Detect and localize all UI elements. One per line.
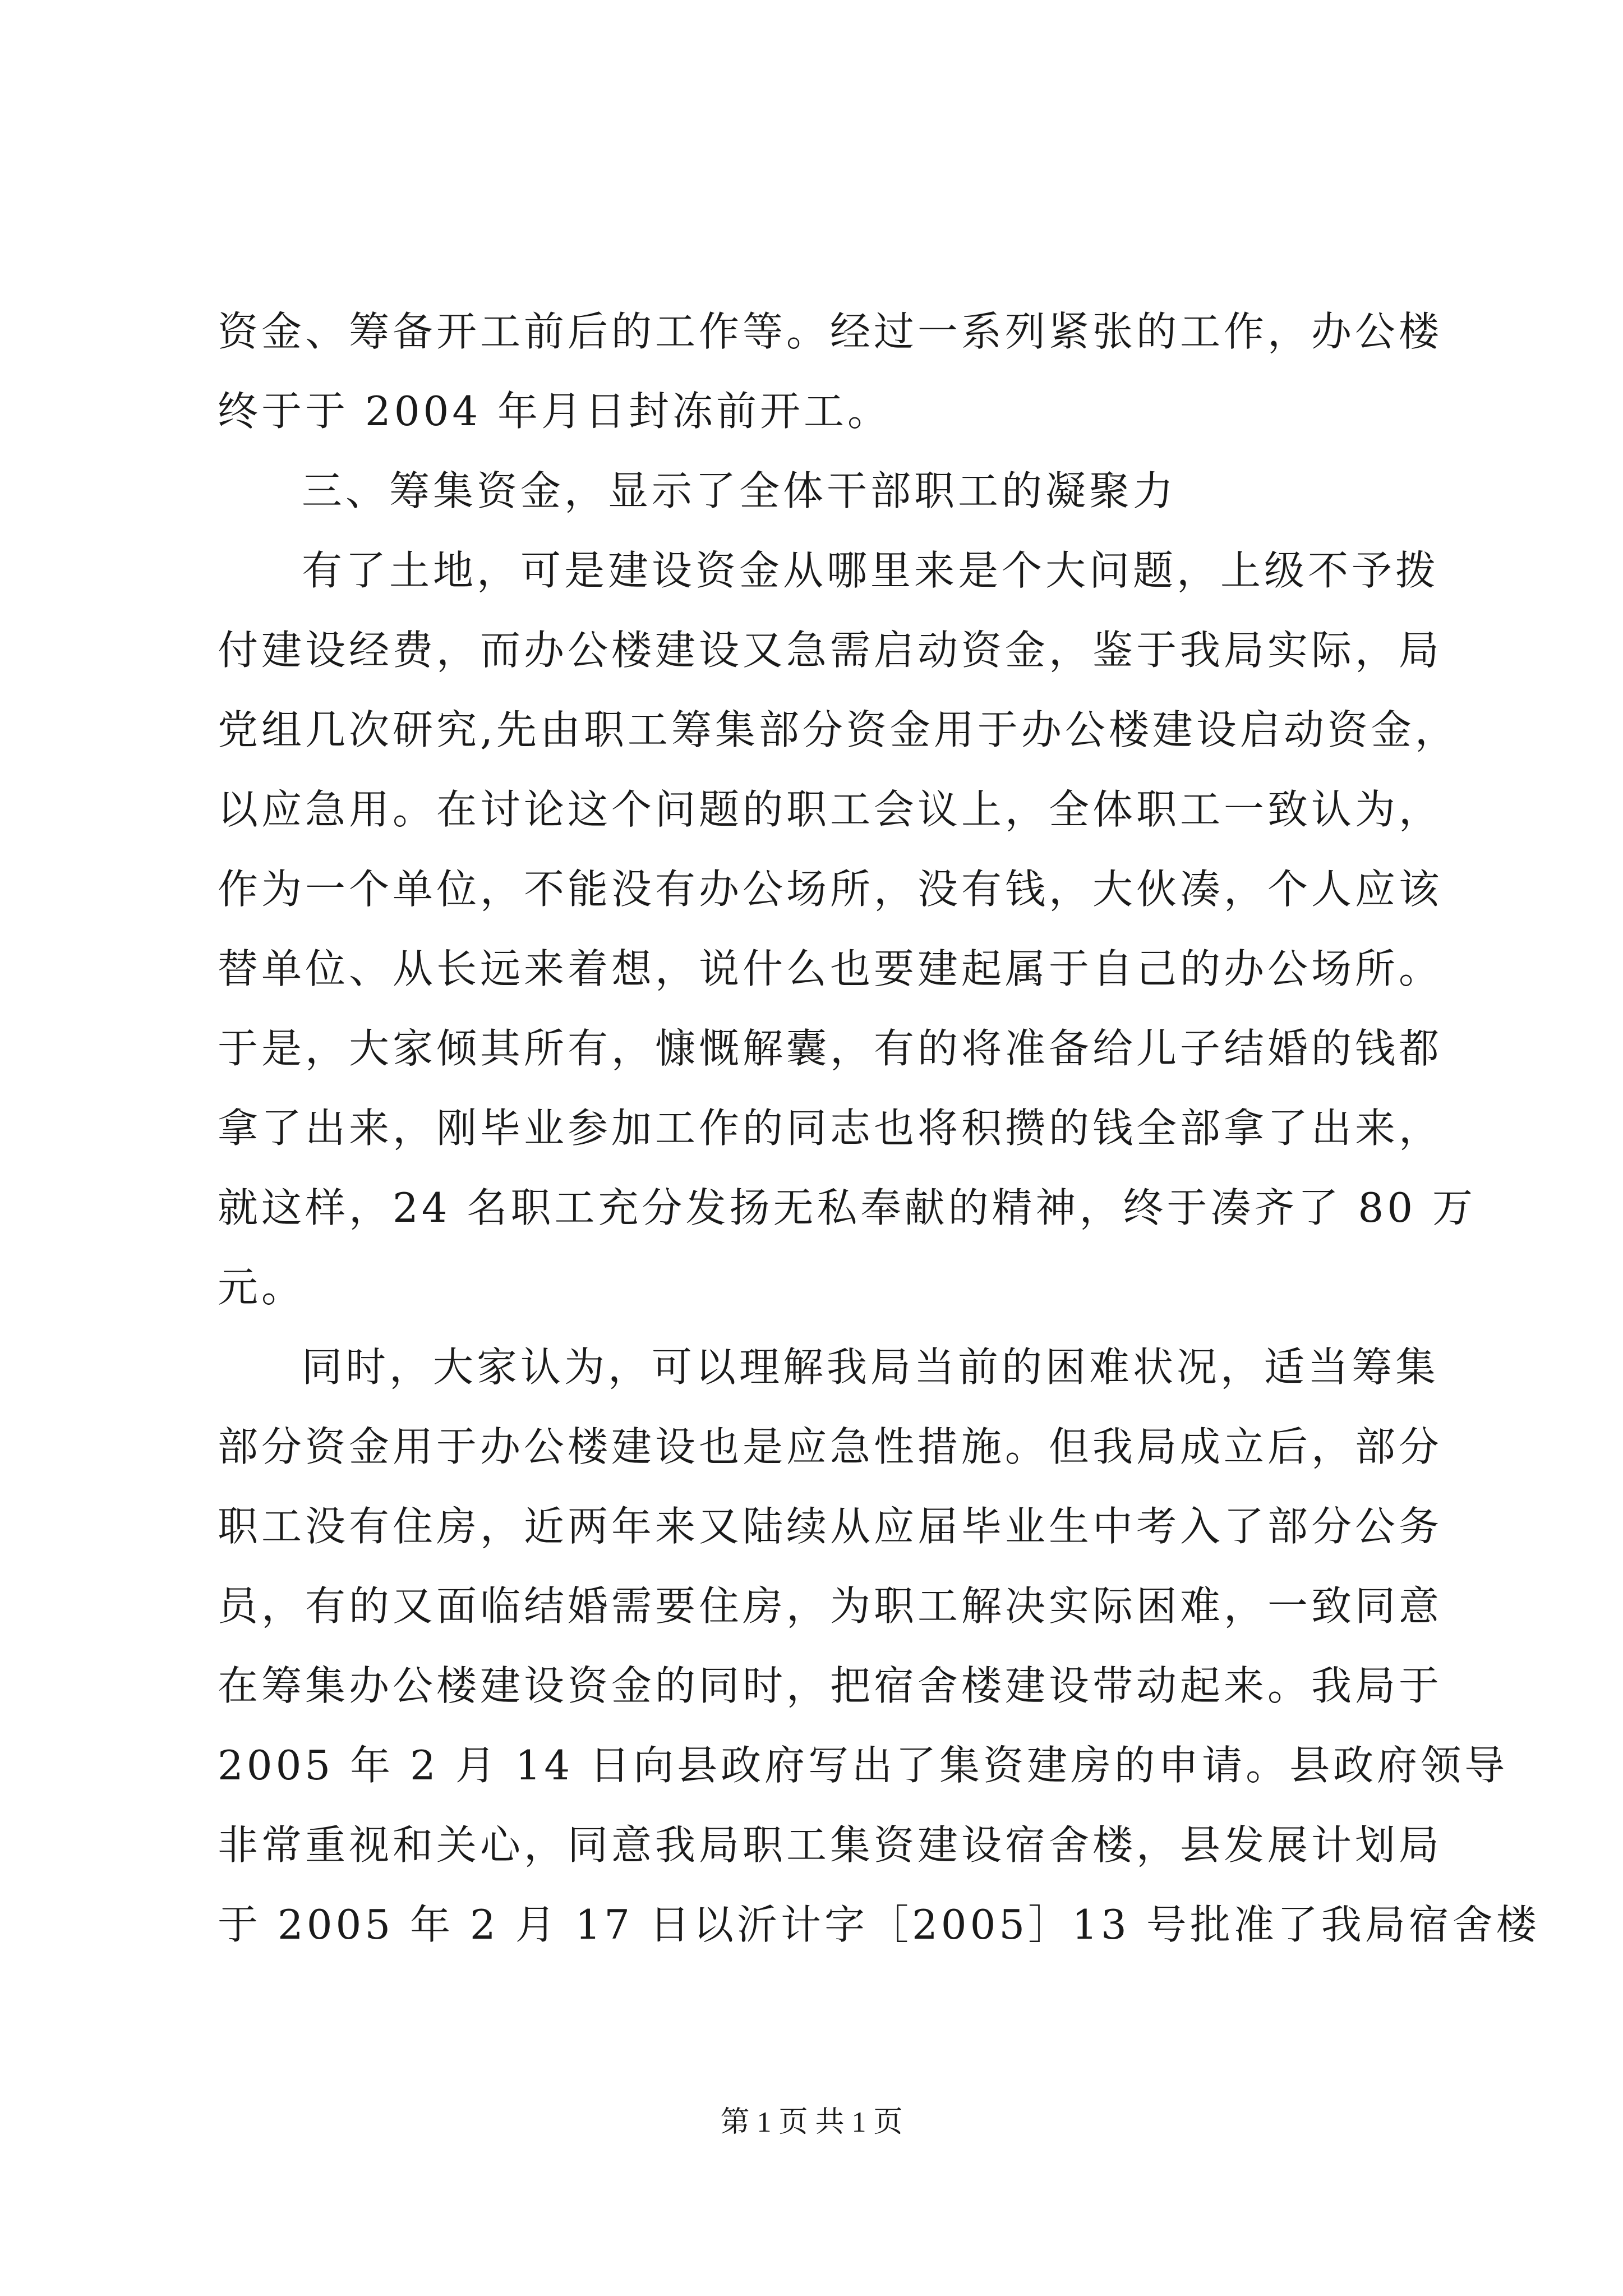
page-footer: 第 1 页 共 1 页 [720,2106,903,2138]
text-line-10: 于是，大家倾其所有，慷慨解囊，有的将准备给儿子结婚的钱都 [218,1025,1443,1072]
text-line-15: 部分资金用于办公楼建设也是应急性措施。但我局成立后，部分 [218,1423,1443,1470]
text-line-2: 终于于 2004 年月日封冻前开工。 [218,388,892,435]
text-line-19: 2005 年 2 月 14 日向县政府写出了集资建房的申请。县政府领导 [218,1742,1509,1789]
text-line-14: 同时，大家认为，可以理解我局当前的困难状况，适当筹集 [302,1343,1440,1391]
text-line-20: 非常重视和关心，同意我局职工集资建设宿舍楼，县发展计划局 [218,1821,1443,1869]
text-line-21: 于 2005 年 2 月 17 日以沂计字［2005］13 号批准了我局宿舍楼 [218,1901,1540,1948]
text-line-1: 资金、筹备开工前后的工作等。经过一系列紧张的工作，办公楼 [218,308,1443,355]
text-line-18: 在筹集办公楼建设资金的同时，把宿舍楼建设带动起来。我局于 [218,1662,1443,1709]
text-line-7: 以应急用。在讨论这个问题的职工会议上，全体职工一致认为， [218,786,1443,833]
text-line-6: 党组几次研究,先由职工筹集部分资金用于办公楼建设启动资金， [218,706,1459,753]
text-line-11: 拿了出来，刚毕业参加工作的同志也将积攒的钱全部拿了出来， [218,1105,1443,1152]
text-line-9: 替单位、从长远来着想，说什么也要建起属于自己的办公场所。 [218,945,1443,992]
text-line-13: 元。 [218,1264,306,1311]
document-body [218,292,1540,1964]
text-line-12: 就这样，24 名职工充分发扬无私奉献的精神，终于凑齐了 80 万 [218,1184,1476,1231]
text-line-8: 作为一个单位，不能没有办公场所，没有钱，大伙凑，个人应该 [218,866,1443,913]
text-line-5: 付建设经费，而办公楼建设又急需启动资金，鉴于我局实际，局 [218,627,1443,674]
text-line-4: 有了土地，可是建设资金从哪里来是个大问题，上级不予拨 [302,547,1440,594]
text-line-17: 员，有的又面临结婚需要住房，为职工解决实际困难，一致同意 [218,1582,1443,1630]
text-line-16: 职工没有住房，近两年来又陆续从应届毕业生中考入了部分公务 [218,1503,1443,1550]
section-heading: 三、筹集资金，显示了全体干部职工的凝聚力 [302,467,1177,514]
